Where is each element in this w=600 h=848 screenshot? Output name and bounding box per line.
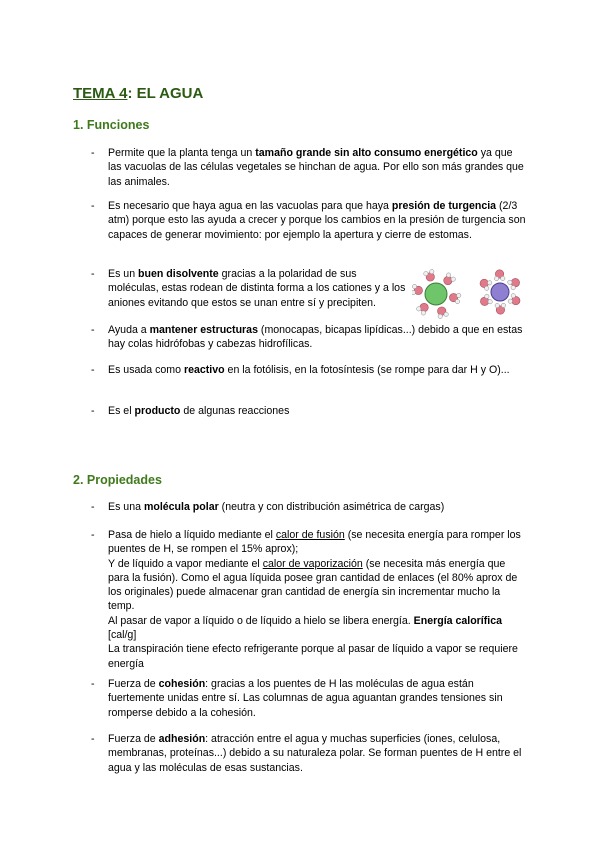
hydrogen-atom xyxy=(484,286,488,290)
hydrogen-atom xyxy=(424,271,428,275)
page-title xyxy=(73,85,203,102)
list-item: - Es necesario que haya agua en las vacuolas para que haya presión de turgencia (2/3 atm) porque esto las ayuda a crecer y porque los cambios en la presión de turgencia son capaces de generar movimiento: por ejemplo la apertura y cierre de estomas. xyxy=(91,200,526,241)
list-item: - Fuerza de adhesión: atracción entre el agua y muchas superficies (iones, celulosa, membranas, proteínas...) debido a su naturaleza polar. Se forman puentes de H entre el agua y las moléculas de esas sustancias. xyxy=(91,733,522,774)
list-item: - Es el producto de algunas reacciones xyxy=(91,405,290,417)
title-prefix: TEMA 4 xyxy=(73,85,128,102)
section-heading-propiedades: 2. Propiedades xyxy=(73,473,162,487)
hydrogen-atom xyxy=(501,303,505,307)
hydrogen-atom xyxy=(417,307,421,311)
section-heading-funciones: 1. Funciones xyxy=(73,118,150,132)
hydrogen-atom xyxy=(451,277,455,281)
hydrogen-atom xyxy=(412,290,415,294)
hydrogen-atom xyxy=(446,273,450,277)
hydrogen-atom xyxy=(412,284,416,288)
hydrogen-atom xyxy=(421,311,425,315)
list-item: - Ayuda a mantener estructuras (monocapas, bicapas lipídicas...) debido a que en estas hay colas hidrófobas y cabezas hidrofílicas. xyxy=(91,324,523,351)
hydrogen-atom xyxy=(511,285,515,289)
list-item: - Es usada como reactivo en la fotólisis, en la fotosíntesis (se rompe para dar H y O)... xyxy=(91,364,510,376)
hydrogen-atom xyxy=(430,269,434,273)
list-item: - Permite que la planta tenga un tamaño grande sin alto consumo energético ya que las vacuolas de las células vegetales se hinchan de agua. Por ello son más grandes que las animales. xyxy=(91,147,524,188)
hydration-shells-illustration xyxy=(412,262,530,322)
title-rest: : EL AGUA xyxy=(127,85,204,102)
hydrogen-atom xyxy=(508,280,512,284)
list-item: - Es un buen disolvente gracias a la polaridad de sus moléculas, estas rodean de distinta forma a los cationes y a los aniones evitando que estos se unan entre sí y precipiten. xyxy=(91,268,406,309)
list-item: - Fuerza de cohesión: gracias a los puentes de H las moléculas de agua están fuertemente unidas entre sí. Las columnas de agua aguantan grandes tensiones sin romperse debido a la cohesión. xyxy=(91,678,503,719)
list-item: - Pasa de hielo a líquido mediante el calor de fusión (se necesita energía para romper los puentes de H, se rompen el 15% aprox); Y de líquido a vapor mediante el calor de vaporización (se necesita más energía que para la fusión). Como el agua líquida posee gran cantidad de enlaces (el 80% aprox de los originales) puede almacenar gran cantidad de energía sin incrementar mucho la temp. Al pasar de vapor a líquido o de líquido a hielo se libera energía. Energía calorífica [cal/g] La transpiración tiene efecto refrigerante porque al pasar de líquido a vapor se requiere energía xyxy=(91,529,521,670)
hydrogen-atom xyxy=(487,281,491,285)
hydrogen-atom xyxy=(494,276,498,280)
hydrogen-atom xyxy=(508,299,512,303)
hydrogen-atom xyxy=(455,299,459,303)
hydrogen-atom xyxy=(501,276,505,280)
hydrogen-atom xyxy=(495,303,499,307)
cation-hydration-icon xyxy=(412,269,461,318)
hydrogen-atom xyxy=(438,314,442,318)
hydrogen-atom xyxy=(444,312,448,316)
hydrogen-atom xyxy=(457,293,461,297)
oxygen-atom xyxy=(444,276,452,284)
anion-hydration-icon xyxy=(480,270,520,314)
list-item: - Es una molécula polar (neutra y con distribución asimétrica de cargas) xyxy=(91,501,445,513)
hydrogen-atom xyxy=(485,294,489,298)
oxygen-atom xyxy=(420,303,428,311)
hydrogen-atom xyxy=(488,299,492,303)
hydrogen-atom xyxy=(511,294,515,298)
